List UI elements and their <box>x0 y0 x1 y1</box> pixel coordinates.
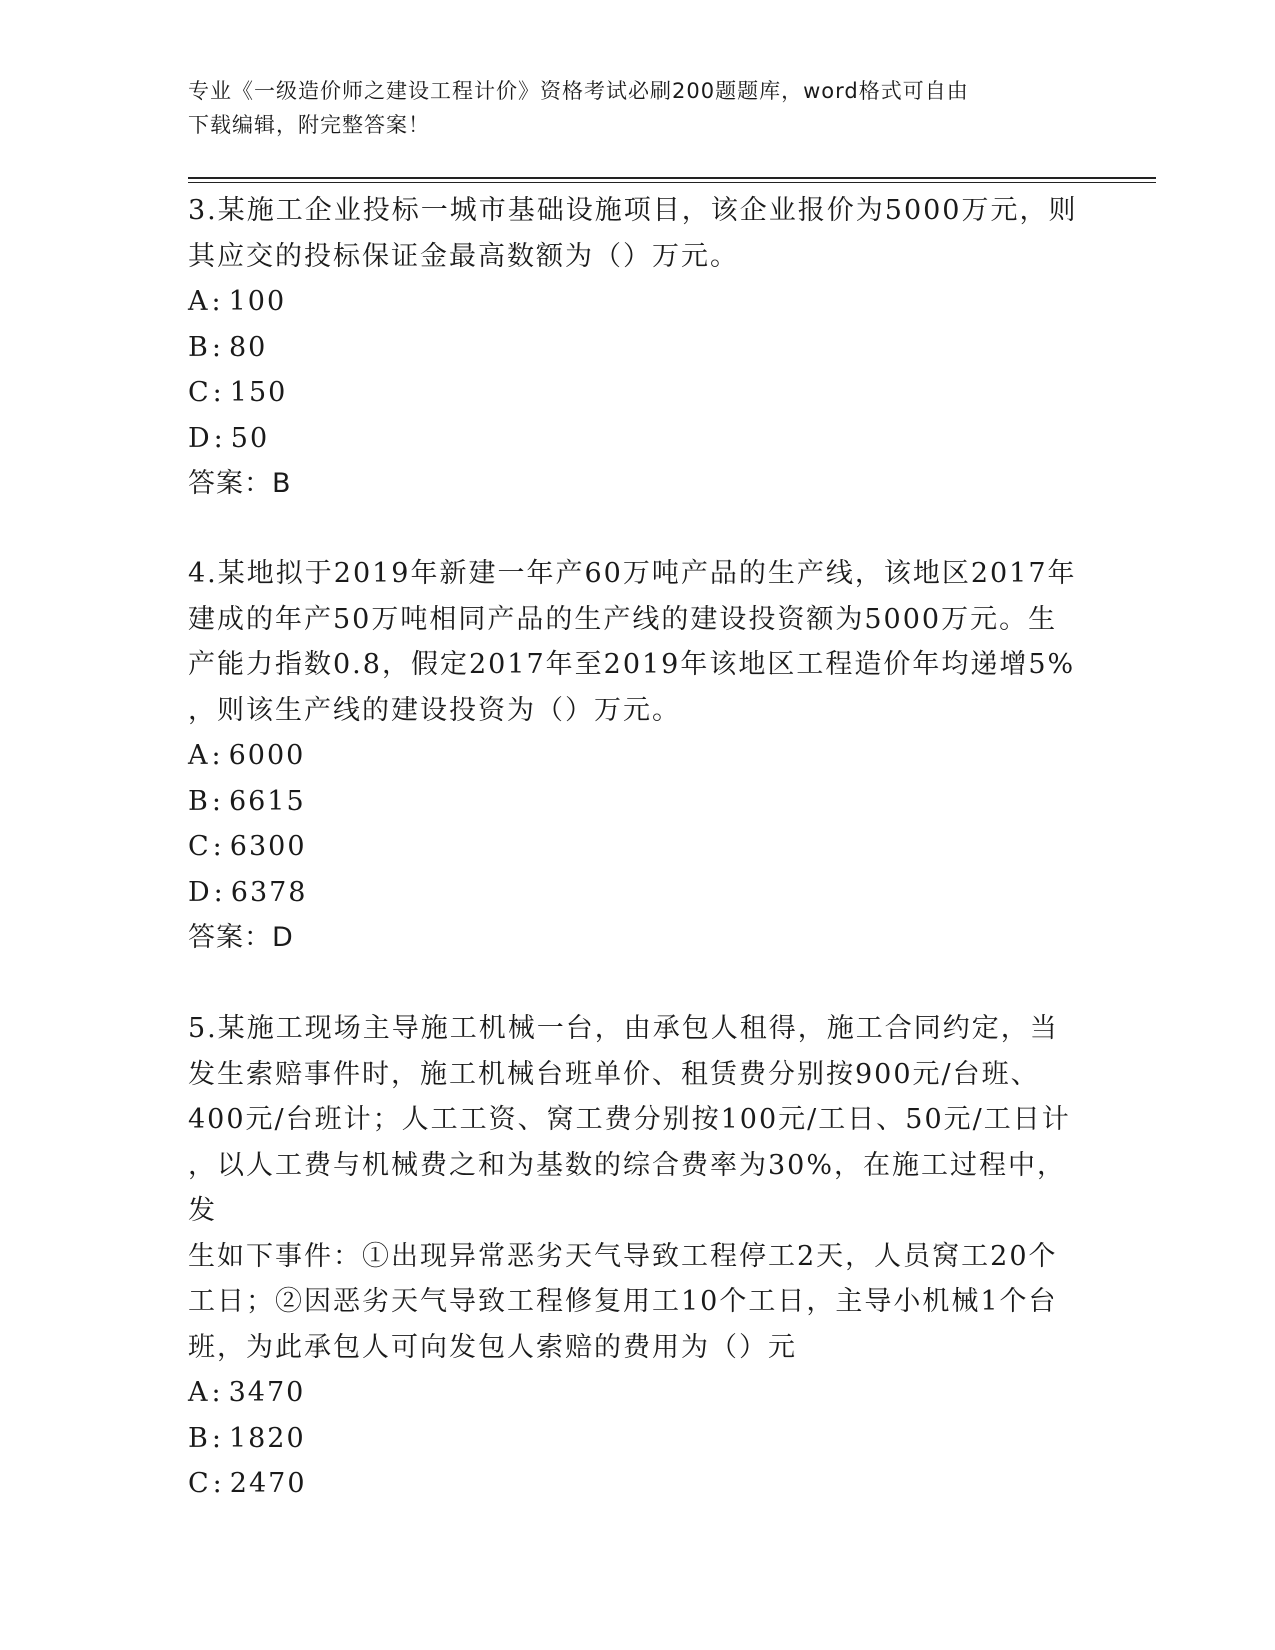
option-b: B: 1820 <box>188 1422 306 1454</box>
stem-line: 发生索赔事件时，施工机械台班单价、租赁费分别按900元/台班、 <box>188 1058 1040 1090</box>
option-c: C: 150 <box>188 377 288 408</box>
option-a: A: 100 <box>188 286 287 317</box>
option-a: A: 6000 <box>188 740 306 771</box>
option-a: A: 3470 <box>188 1377 306 1408</box>
question-5 <box>188 1006 1088 1507</box>
option-d: D: 6378 <box>188 876 308 908</box>
header-line: 专业《一级造价师之建设工程计价》资格考试必刷200题题库，word格式可自由 <box>188 79 969 103</box>
header-divider <box>188 182 1156 183</box>
stem-line: 建成的年产50万吨相同产品的生产线的建设投资额为5000万元。生 <box>188 603 1058 635</box>
stem-line: ，以人工费与机械费之和为基数的综合费率为30%，在施工过程中，发 <box>188 1149 1067 1226</box>
option-key: B <box>188 331 210 363</box>
stem-line: 其应交的投标保证金最高数额为（）万元。 <box>188 240 739 272</box>
option-value: 6615 <box>228 785 306 817</box>
stem-line: ，则该生产线的建设投资为（）万元。 <box>188 694 681 726</box>
question-stem <box>188 551 1088 733</box>
option-b: B: 6615 <box>188 785 306 817</box>
stem-line: 工日；②因恶劣天气导致工程修复用工10个工日，主导小机械1个台 <box>188 1286 1058 1317</box>
header-divider <box>188 177 1156 179</box>
answer-value: D <box>272 922 294 953</box>
option-d: D: 50 <box>188 422 270 454</box>
option-value: 3470 <box>228 1377 306 1408</box>
option-key: C <box>188 377 211 408</box>
option-key: B <box>188 1422 210 1454</box>
option-c: C: 2470 <box>188 1468 307 1499</box>
option-value: 80 <box>228 331 268 363</box>
option-value: 50 <box>230 422 270 454</box>
option-value: 1820 <box>228 1422 306 1454</box>
option-key: B <box>188 785 210 817</box>
answer-label: 答案： <box>188 922 272 953</box>
option-key: A <box>188 740 210 771</box>
option-key: C <box>188 1468 211 1499</box>
option-key: C <box>188 831 211 862</box>
stem-line: 5.某施工现场主导施工机械一台，由承包人租得，施工合同约定，当 <box>188 1013 1059 1044</box>
option-key: A <box>188 286 210 317</box>
option-value: 6300 <box>229 831 307 862</box>
option-key: D <box>188 876 212 908</box>
option-key: A <box>188 1377 210 1408</box>
option-value: 2470 <box>229 1468 307 1499</box>
answer-label: 答案： <box>188 468 272 499</box>
option-value: 150 <box>229 377 288 408</box>
stem-line: 生如下事件：①出现异常恶劣天气导致工程停工2天，人员窝工20个 <box>188 1240 1058 1272</box>
option-key: D <box>188 422 212 454</box>
stem-line: 班，为此承包人可向发包人索赔的费用为（）元 <box>188 1331 797 1363</box>
answer-line <box>188 915 1088 961</box>
question-4 <box>188 551 1088 961</box>
option-value: 6000 <box>228 740 306 771</box>
question-stem <box>188 1006 1088 1370</box>
option-b: B: 80 <box>188 331 268 363</box>
document-header <box>188 74 1088 142</box>
header-line: 下载编辑，附完整答案！ <box>188 113 430 137</box>
answer-line <box>188 461 1088 507</box>
question-3 <box>188 188 1088 507</box>
option-c: C: 6300 <box>188 831 307 862</box>
option-value: 6378 <box>230 876 308 908</box>
question-stem <box>188 188 1088 279</box>
stem-line: 4.某地拟于2019年新建一年产60万吨产品的生产线，该地区2017年 <box>188 558 1077 589</box>
stem-line: 产能力指数0.8，假定2017年至2019年该地区工程造价年均递增5% <box>188 649 1076 680</box>
answer-value: B <box>272 468 292 499</box>
stem-line: 400元/台班计；人工工资、窝工费分别按100元/工日、50元/工日计 <box>188 1104 1071 1135</box>
option-value: 100 <box>228 286 287 317</box>
stem-line: 3.某施工企业投标一城市基础设施项目，该企业报价为5000万元，则 <box>188 195 1078 226</box>
